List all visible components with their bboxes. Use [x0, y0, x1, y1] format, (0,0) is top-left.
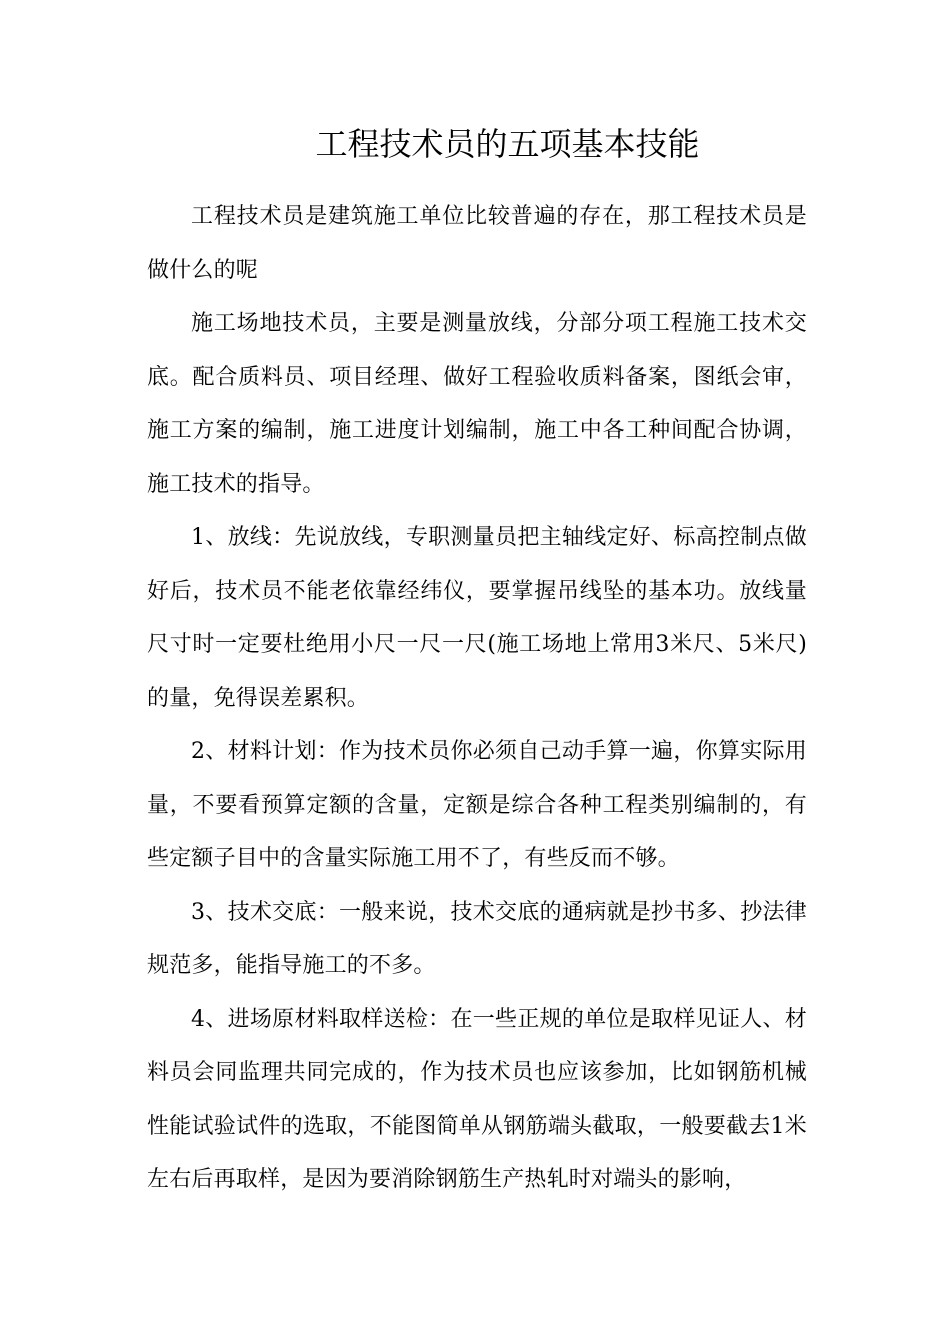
document-title: 工程技术员的五项基本技能 — [315, 125, 700, 163]
paragraph-material-sampling: 4、进场原材料取样送检：在一些正规的单位是取样见证人、材料员会同监理共同完成的，作为技术员也应该参加，比如钢筋机械性能试验试件的选取，不能图简单从钢筋端头截取，一般要截去1米左右后再取样，是因为要消除钢筋生产热轧时对端头的影响， — [147, 1006, 807, 1192]
document-body — [147, 190, 807, 1207]
paragraph-material-plan: 2、材料计划：作为技术员你必须自己动手算一遍，你算实际用量，不要看预算定额的含量，定额是综合各种工程类别编制的，有些定额子目中的含量实际施工用不了，有些反而不够。 — [147, 739, 807, 871]
paragraph-layout-lines: 1、放线：先说放线，专职测量员把主轴线定好、标高控制点做好后，技术员不能老依靠经纬仪，要掌握吊线坠的基本功。放线量尺寸时一定要杜绝用小尺一尺一尺(施工场地上常用3米尺、5米尺)的量，免得误差累积。 — [147, 525, 807, 711]
paragraph-site-technician: 施工场地技术员，主要是测量放线，分部分项工程施工技术交底。配合质料员、项目经理、做好工程验收质料备案，图纸会审，施工方案的编制，施工进度计划编制，施工中各工种间配合协调，施工技术的指导。 — [147, 311, 807, 497]
paragraph-intro: 工程技术员是建筑施工单位比较普遍的存在，那工程技术员是做什么的呢 — [147, 204, 807, 283]
paragraph-technical-briefing: 3、技术交底：一般来说，技术交底的通病就是抄书多、抄法律规范多，能指导施工的不多。 — [147, 899, 807, 978]
